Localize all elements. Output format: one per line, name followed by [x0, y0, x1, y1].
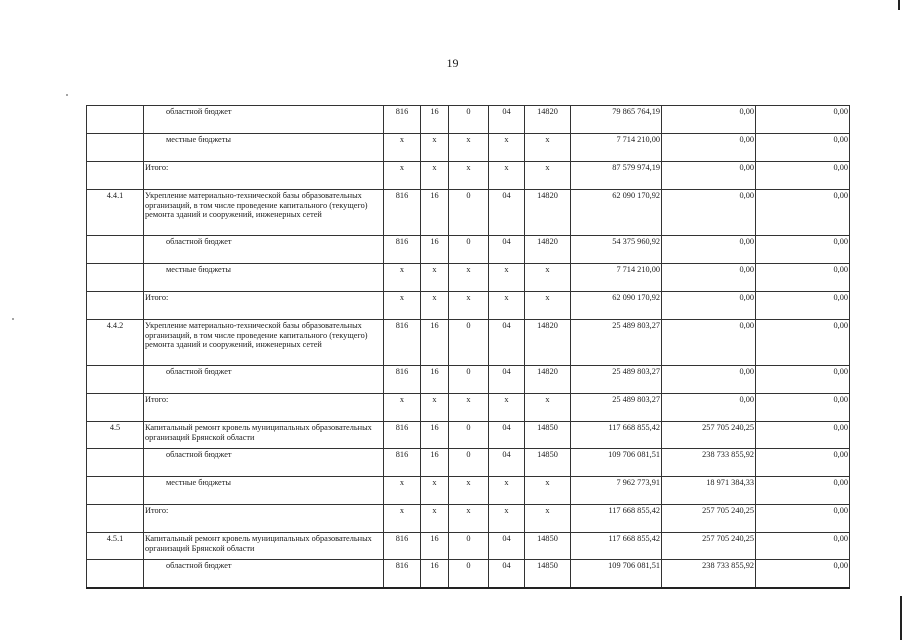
table-row — [87, 320, 850, 366]
program-code-cell: 04 — [489, 533, 525, 560]
amount-year3-cell: 0,00 — [756, 560, 850, 589]
amount-year2-cell: 0,00 — [662, 394, 756, 422]
table-row — [87, 162, 850, 190]
scan-speck — [66, 94, 68, 96]
table-row — [87, 394, 850, 422]
amount-year1-cell: 25 489 803,27 — [571, 320, 662, 366]
amount-year2-cell: 0,00 — [662, 264, 756, 292]
description-cell: местные бюджеты — [144, 134, 384, 162]
program-code-cell: 04 — [489, 190, 525, 236]
target-code-cell: 14850 — [525, 449, 571, 477]
amount-year2-cell: 0,00 — [662, 106, 756, 134]
target-code-cell: х — [525, 394, 571, 422]
amount-year2-cell: 257 705 240,25 — [662, 422, 756, 449]
program-code-cell: 04 — [489, 236, 525, 264]
section-code-cell: 16 — [421, 106, 449, 134]
table-row — [87, 449, 850, 477]
amount-year3-cell: 0,00 — [756, 320, 850, 366]
table-row — [87, 477, 850, 505]
grbs-code-cell: х — [384, 292, 421, 320]
program-code-cell: х — [489, 394, 525, 422]
row-number-cell — [87, 560, 144, 589]
program-code-cell: х — [489, 292, 525, 320]
grbs-code-cell: 816 — [384, 533, 421, 560]
target-code-cell: х — [525, 134, 571, 162]
program-code-cell: 04 — [489, 366, 525, 394]
target-code-cell: 14820 — [525, 236, 571, 264]
subsection-code-cell: 0 — [449, 560, 489, 589]
amount-year1-cell: 117 668 855,42 — [571, 422, 662, 449]
target-code-cell: х — [525, 292, 571, 320]
description-cell: местные бюджеты — [144, 477, 384, 505]
table-row — [87, 264, 850, 292]
amount-year3-cell: 0,00 — [756, 394, 850, 422]
description-cell: Укрепление материально-технической базы образовательных организаций, в том числе проведение капитального (текущего) ремонта зданий и сооружений, инженерных сетей — [144, 320, 384, 366]
section-code-cell: 16 — [421, 449, 449, 477]
row-number-cell: 4.4.2 — [87, 320, 144, 366]
section-code-cell: х — [421, 264, 449, 292]
table-row — [87, 366, 850, 394]
section-code-cell: х — [421, 292, 449, 320]
page-number: 19 — [446, 56, 459, 70]
description-cell: Итого: — [144, 505, 384, 533]
amount-year3-cell: 0,00 — [756, 190, 850, 236]
row-number-cell — [87, 292, 144, 320]
amount-year3-cell: 0,00 — [756, 292, 850, 320]
row-number-cell — [87, 394, 144, 422]
section-code-cell: 16 — [421, 533, 449, 560]
row-number-cell — [87, 134, 144, 162]
subsection-code-cell: 0 — [449, 190, 489, 236]
table-row — [87, 422, 850, 449]
amount-year1-cell: 62 090 170,92 — [571, 190, 662, 236]
description-cell: местные бюджеты — [144, 264, 384, 292]
section-code-cell: 16 — [421, 190, 449, 236]
amount-year1-cell: 117 668 855,42 — [571, 505, 662, 533]
subsection-code-cell: х — [449, 505, 489, 533]
amount-year3-cell: 0,00 — [756, 162, 850, 190]
table-row — [87, 134, 850, 162]
grbs-code-cell: х — [384, 394, 421, 422]
section-code-cell: 16 — [421, 366, 449, 394]
grbs-code-cell: х — [384, 477, 421, 505]
section-code-cell: 16 — [421, 422, 449, 449]
description-cell: областной бюджет — [144, 560, 384, 589]
amount-year3-cell: 0,00 — [756, 134, 850, 162]
row-number-cell — [87, 449, 144, 477]
description-cell: областной бюджет — [144, 449, 384, 477]
grbs-code-cell: х — [384, 264, 421, 292]
amount-year2-cell: 0,00 — [662, 320, 756, 366]
amount-year3-cell: 0,00 — [756, 236, 850, 264]
amount-year3-cell: 0,00 — [756, 106, 850, 134]
description-cell: Итого: — [144, 292, 384, 320]
target-code-cell: 14850 — [525, 533, 571, 560]
program-code-cell: 04 — [489, 106, 525, 134]
amount-year3-cell: 0,00 — [756, 422, 850, 449]
description-cell: областной бюджет — [144, 106, 384, 134]
row-number-cell — [87, 366, 144, 394]
program-code-cell: 04 — [489, 422, 525, 449]
section-code-cell: х — [421, 477, 449, 505]
amount-year1-cell: 25 489 803,27 — [571, 366, 662, 394]
target-code-cell: 14820 — [525, 320, 571, 366]
table-row — [87, 560, 850, 589]
section-code-cell: 16 — [421, 236, 449, 264]
amount-year1-cell: 7 714 210,00 — [571, 264, 662, 292]
table-row — [87, 236, 850, 264]
program-code-cell: х — [489, 264, 525, 292]
grbs-code-cell: 816 — [384, 560, 421, 589]
description-cell: областной бюджет — [144, 236, 384, 264]
amount-year2-cell: 0,00 — [662, 190, 756, 236]
amount-year3-cell: 0,00 — [756, 449, 850, 477]
program-code-cell: 04 — [489, 449, 525, 477]
target-code-cell: 14820 — [525, 366, 571, 394]
amount-year1-cell: 87 579 974,19 — [571, 162, 662, 190]
target-code-cell: 14850 — [525, 560, 571, 589]
subsection-code-cell: х — [449, 264, 489, 292]
amount-year2-cell: 0,00 — [662, 292, 756, 320]
description-cell: Укрепление материально-технической базы образовательных организаций, в том числе проведение капитального (текущего) ремонта зданий и сооружений, инженерных сетей — [144, 190, 384, 236]
section-code-cell: 16 — [421, 560, 449, 589]
amount-year1-cell: 79 865 764,19 — [571, 106, 662, 134]
subsection-code-cell: 0 — [449, 320, 489, 366]
amount-year3-cell: 0,00 — [756, 264, 850, 292]
grbs-code-cell: 816 — [384, 190, 421, 236]
amount-year2-cell: 0,00 — [662, 366, 756, 394]
grbs-code-cell: 816 — [384, 449, 421, 477]
table-row — [87, 533, 850, 560]
program-code-cell: х — [489, 505, 525, 533]
amount-year2-cell: 0,00 — [662, 162, 756, 190]
subsection-code-cell: 0 — [449, 449, 489, 477]
amount-year1-cell: 109 706 081,51 — [571, 560, 662, 589]
program-code-cell: х — [489, 162, 525, 190]
section-code-cell: 16 — [421, 320, 449, 366]
grbs-code-cell: 816 — [384, 106, 421, 134]
grbs-code-cell: х — [384, 505, 421, 533]
row-number-cell — [87, 162, 144, 190]
amount-year1-cell: 7 962 773,91 — [571, 477, 662, 505]
description-cell: Капитальный ремонт кровель муниципальных образовательных организаций Брянской области — [144, 422, 384, 449]
amount-year1-cell: 62 090 170,92 — [571, 292, 662, 320]
program-code-cell: 04 — [489, 320, 525, 366]
subsection-code-cell: х — [449, 162, 489, 190]
subsection-code-cell: 0 — [449, 366, 489, 394]
scan-edge-mark-bottom — [900, 596, 902, 640]
program-code-cell: х — [489, 477, 525, 505]
amount-year1-cell: 7 714 210,00 — [571, 134, 662, 162]
amount-year2-cell: 0,00 — [662, 134, 756, 162]
grbs-code-cell: 816 — [384, 236, 421, 264]
target-code-cell: х — [525, 505, 571, 533]
subsection-code-cell: х — [449, 134, 489, 162]
target-code-cell: 14820 — [525, 106, 571, 134]
row-number-cell: 4.4.1 — [87, 190, 144, 236]
amount-year3-cell: 0,00 — [756, 366, 850, 394]
row-number-cell — [87, 477, 144, 505]
row-number-cell — [87, 106, 144, 134]
row-number-cell — [87, 264, 144, 292]
table-row — [87, 505, 850, 533]
amount-year2-cell: 257 705 240,25 — [662, 505, 756, 533]
amount-year1-cell: 117 668 855,42 — [571, 533, 662, 560]
amount-year2-cell: 18 971 384,33 — [662, 477, 756, 505]
target-code-cell: 14820 — [525, 190, 571, 236]
section-code-cell: х — [421, 162, 449, 190]
budget-table — [86, 105, 850, 589]
section-code-cell: х — [421, 134, 449, 162]
amount-year1-cell: 109 706 081,51 — [571, 449, 662, 477]
scan-speck — [12, 318, 14, 320]
subsection-code-cell: х — [449, 477, 489, 505]
scan-edge-mark-top — [898, 0, 900, 10]
section-code-cell: х — [421, 505, 449, 533]
subsection-code-cell: 0 — [449, 106, 489, 134]
row-number-cell — [87, 505, 144, 533]
table-row — [87, 292, 850, 320]
table-row — [87, 190, 850, 236]
grbs-code-cell: 816 — [384, 422, 421, 449]
amount-year2-cell: 0,00 — [662, 236, 756, 264]
program-code-cell: х — [489, 134, 525, 162]
amount-year2-cell: 238 733 855,92 — [662, 560, 756, 589]
table-row — [87, 106, 850, 134]
subsection-code-cell: х — [449, 292, 489, 320]
amount-year3-cell: 0,00 — [756, 505, 850, 533]
row-number-cell: 4.5 — [87, 422, 144, 449]
target-code-cell: х — [525, 477, 571, 505]
target-code-cell: х — [525, 162, 571, 190]
amount-year1-cell: 25 489 803,27 — [571, 394, 662, 422]
subsection-code-cell: х — [449, 394, 489, 422]
program-code-cell: 04 — [489, 560, 525, 589]
grbs-code-cell: 816 — [384, 320, 421, 366]
description-cell: Итого: — [144, 162, 384, 190]
target-code-cell: 14850 — [525, 422, 571, 449]
subsection-code-cell: 0 — [449, 422, 489, 449]
subsection-code-cell: 0 — [449, 236, 489, 264]
amount-year2-cell: 257 705 240,25 — [662, 533, 756, 560]
amount-year2-cell: 238 733 855,92 — [662, 449, 756, 477]
amount-year3-cell: 0,00 — [756, 533, 850, 560]
amount-year1-cell: 54 375 960,92 — [571, 236, 662, 264]
subsection-code-cell: 0 — [449, 533, 489, 560]
description-cell: областной бюджет — [144, 366, 384, 394]
description-cell: Итого: — [144, 394, 384, 422]
row-number-cell — [87, 236, 144, 264]
row-number-cell: 4.5.1 — [87, 533, 144, 560]
description-cell: Капитальный ремонт кровель муниципальных образовательных организаций Брянской области — [144, 533, 384, 560]
grbs-code-cell: х — [384, 162, 421, 190]
section-code-cell: х — [421, 394, 449, 422]
amount-year3-cell: 0,00 — [756, 477, 850, 505]
grbs-code-cell: 816 — [384, 366, 421, 394]
target-code-cell: х — [525, 264, 571, 292]
grbs-code-cell: х — [384, 134, 421, 162]
